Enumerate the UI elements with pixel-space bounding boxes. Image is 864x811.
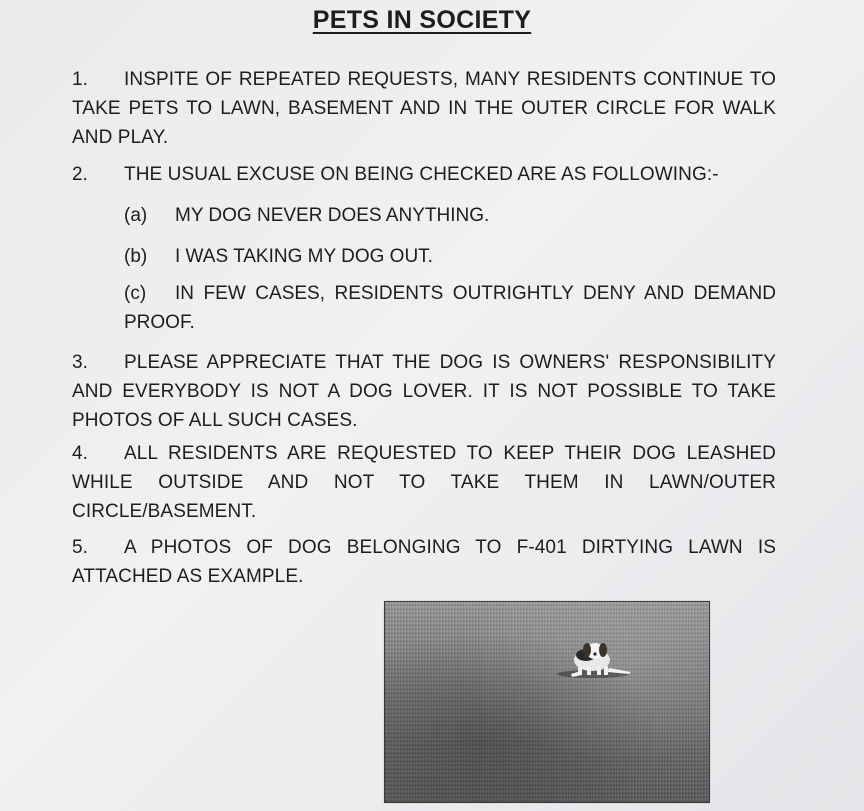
point-text: THE USUAL EXCUSE ON BEING CHECKED ARE AS FOLLOWING:- [124,164,719,185]
excuse-letter: (c) [124,283,147,304]
point-3 [72,348,776,435]
point-text: A PHOTOS OF DOG BELONGING TO F-401 DIRTYING LAWN IS ATTACHED AS EXAMPLE. [72,537,776,587]
point-5 [72,533,776,591]
excuse-letter: (a) [124,205,148,226]
excuse-c [124,279,776,337]
excuse-text: MY DOG NEVER DOES ANYTHING. [175,205,490,226]
excuse-a [124,201,776,230]
point-number: 2. [72,164,89,185]
dog-on-lawn-photo [384,601,710,803]
point-number: 1. [72,69,89,90]
excuse-text: I WAS TAKING MY DOG OUT. [175,246,433,267]
excuse-b [124,242,776,271]
point-number: 3. [72,352,89,373]
point-1 [72,65,776,152]
notice-title: PETS IN SOCIETY [312,6,532,34]
point-number: 4. [72,443,89,464]
excuse-letter: (b) [124,246,148,267]
dog-figure [385,602,709,802]
point-number: 5. [72,537,89,558]
point-text: INSPITE OF REPEATED REQUESTS, MANY RESIDENTS CONTINUE TO TAKE PETS TO LAWN, BASEMENT AND IN THE OUTER CIRCLE FOR WALK AND PLAY. [72,69,776,148]
point-2 [72,160,776,189]
point-4 [72,439,776,526]
point-text: ALL RESIDENTS ARE REQUESTED TO KEEP THEIR DOG LEASHED WHILE OUTSIDE AND NOT TO TAKE THEM IN LAWN/OUTER CIRCLE/BASEMENT. [72,443,776,522]
excuse-text: IN FEW CASES, RESIDENTS OUTRIGHTLY DENY AND DEMAND PROOF. [124,283,776,333]
point-text: PLEASE APPRECIATE THAT THE DOG IS OWNERS' RESPONSIBILITY AND EVERYBODY IS NOT A DOG LOVER. IT IS NOT POSSIBLE TO TAKE PHOTOS OF ALL SUCH CASES. [72,352,776,431]
